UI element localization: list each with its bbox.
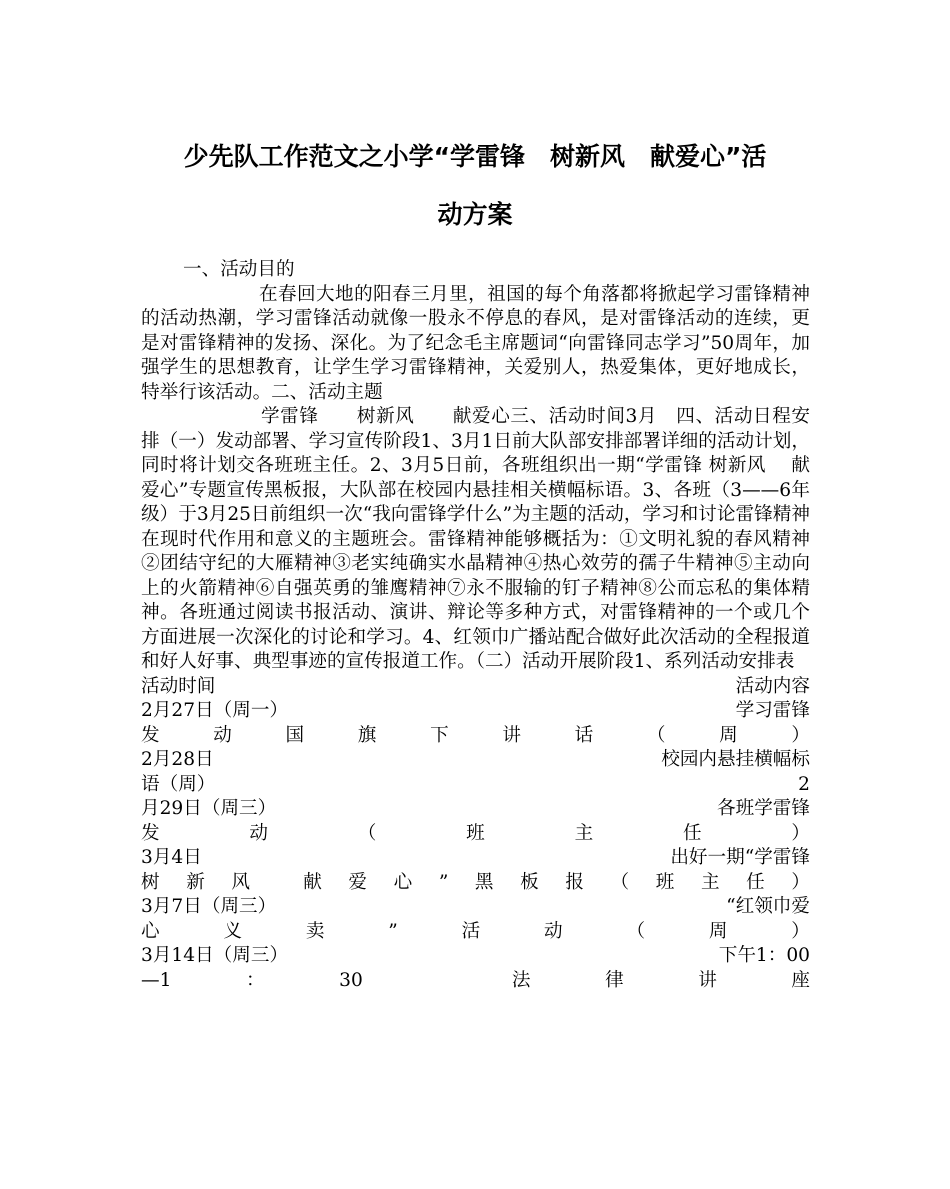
table-header-time: 活动时间 — [141, 675, 216, 697]
spread-token: 主 — [574, 822, 594, 844]
paragraph-purpose: 在春回大地的阳春三月里，祖国的每个角落都将掀起学习雷锋精神的活动热潮，学习雷锋活动就像一股永不停息的春风，是对雷锋活动的连续，更是对雷锋精神的发扬、深化。为了纪念毛主席题词“向雷锋同志学习”50周年，加强学生的思想教育，让学生学习雷锋精神，关爱别人，热爱集体，更好地成长，特举行该活动。二、活动主题 — [141, 283, 810, 403]
spread-token: 活 — [461, 920, 481, 942]
spread-token: 动 — [213, 724, 232, 746]
table-row-spread — [141, 724, 810, 749]
spread-token: 下 — [430, 724, 449, 746]
table-row — [141, 748, 810, 773]
spread-token: 板 — [520, 871, 539, 893]
spread-token: 讲 — [502, 724, 521, 746]
spread-token: 法 — [511, 969, 531, 991]
spread-token: 班 — [466, 822, 485, 844]
spread-token: 卖 — [305, 920, 325, 942]
spread-token: 座 — [791, 969, 810, 991]
table-row — [141, 797, 810, 822]
spread-token: 周 — [719, 724, 738, 746]
spread-token: ） — [791, 822, 810, 844]
spread-token: 动 — [249, 822, 268, 844]
spread-token: 风 — [231, 871, 251, 893]
spread-token: 话 — [574, 724, 594, 746]
document-title — [100, 128, 850, 244]
paragraph-schedule: 学雷锋 树新风 献爱心三、活动时间3月 四、活动日程安排（一）发动部署、学习宣传阶段1、3月1日前大队部安排部署详细的活动计划，同时将计划交各班班主任。2、3月5日前，各班组织出一期“学雷锋 树新风 献爱心”专题宣传黑板报，大队部在校园内悬挂相关横幅标语。3、各班（3——6年级）于3月25日前组织一次“我向雷锋学什么”为主题的活动，学习和讨论雷锋精神在现时代作用和意义的主题班会。雷锋精神能够概括为：①文明礼貌的春风精神②团结守纪的大雁精神③老实纯确实水晶精神④热心效劳的孺子牛精神⑤主动向上的火箭精神⑥自强英勇的雏鹰精神⑦永不服输的钉子精神⑧公而忘私的集体精神。各班通过阅读书报活动、演讲、辩论等多种方式，对雷锋精神的一个或几个方面进展一次深化的讨论和学习。4、红领巾广播站配合做好此次活动的全程报道和好人好事、典型事迹的宣传报道工作。（二）活动开展阶段1、系列活动安排表 — [141, 406, 810, 672]
spread-token: ： — [245, 969, 265, 991]
spread-token: ” — [438, 871, 449, 893]
table-cell-content: “红领巾爱 — [726, 896, 810, 917]
spread-token: ” — [388, 920, 398, 942]
spread-token: ） — [791, 920, 810, 942]
document-body — [141, 258, 810, 993]
spread-token: ） — [791, 724, 810, 746]
table-cell-time: 3月14日（周三） — [141, 945, 289, 966]
spread-token: —1 — [141, 969, 172, 991]
spread-token: （ — [357, 822, 377, 844]
spread-token: 动 — [544, 920, 563, 942]
section-heading: 一、活动目的 — [183, 259, 295, 280]
spread-token: 新 — [186, 871, 205, 893]
spread-token: 班 — [655, 871, 675, 893]
table-cell-time: 语（周） — [141, 773, 216, 795]
table-cell-content: 2 — [798, 773, 810, 795]
table-row — [141, 846, 810, 871]
table-cell-time: 3月4日 — [141, 847, 202, 868]
title-line-2: 动方案 — [437, 200, 513, 229]
spread-token: 周 — [708, 920, 728, 942]
table-row — [141, 699, 810, 724]
spread-token: 30 — [339, 969, 363, 991]
table-row — [141, 773, 810, 798]
spread-token: 报 — [565, 871, 584, 893]
table-cell-content: 校园内悬挂横幅标 — [661, 749, 810, 770]
spread-token: 心 — [141, 920, 160, 942]
spread-token: 献 — [303, 871, 322, 893]
spread-token: 讲 — [698, 969, 717, 991]
table-row — [141, 895, 810, 920]
spread-token: 发 — [141, 822, 160, 844]
table-cell-content: 下午1：00 — [718, 945, 810, 966]
spread-token: 任 — [682, 822, 702, 844]
activity-table — [141, 675, 810, 994]
spread-token: 主 — [700, 871, 720, 893]
spread-token: 律 — [605, 969, 624, 991]
spread-token: （ — [646, 724, 666, 746]
spread-token: 旗 — [357, 724, 377, 746]
table-header-row — [141, 675, 810, 700]
table-row-spread — [141, 871, 810, 896]
table-header-content: 活动内容 — [735, 675, 810, 697]
table-row-spread — [141, 969, 810, 994]
spread-token: 发 — [141, 724, 160, 746]
spread-token: 树 — [141, 871, 160, 893]
table-cell-content: 学习雷锋 — [735, 700, 810, 721]
spread-token: （ — [610, 871, 630, 893]
table-cell-time: 2月28日 — [141, 749, 214, 770]
table-cell-content: 各班学雷锋 — [717, 798, 810, 819]
table-row — [141, 944, 810, 969]
table-cell-content: 出好一期“学雷锋 — [670, 847, 810, 868]
spread-token: 义 — [223, 920, 243, 942]
table-cell-time: 3月7日（周三） — [141, 896, 277, 917]
spread-token: 黑 — [474, 871, 494, 893]
spread-token: ） — [791, 871, 810, 893]
table-cell-time: 2月27日（周一） — [141, 700, 289, 721]
table-row-spread — [141, 920, 810, 945]
spread-token: 心 — [393, 871, 413, 893]
spread-token: 爱 — [348, 871, 368, 893]
table-row-spread — [141, 822, 810, 847]
spread-token: 任 — [746, 871, 765, 893]
table-cell-time: 月29日（周三） — [141, 798, 277, 819]
title-line-1: 少先队工作范文之小学“学雷锋 树新风 献爱心”活 — [183, 142, 767, 171]
spread-token: （ — [626, 920, 646, 942]
spread-token: 国 — [285, 724, 305, 746]
